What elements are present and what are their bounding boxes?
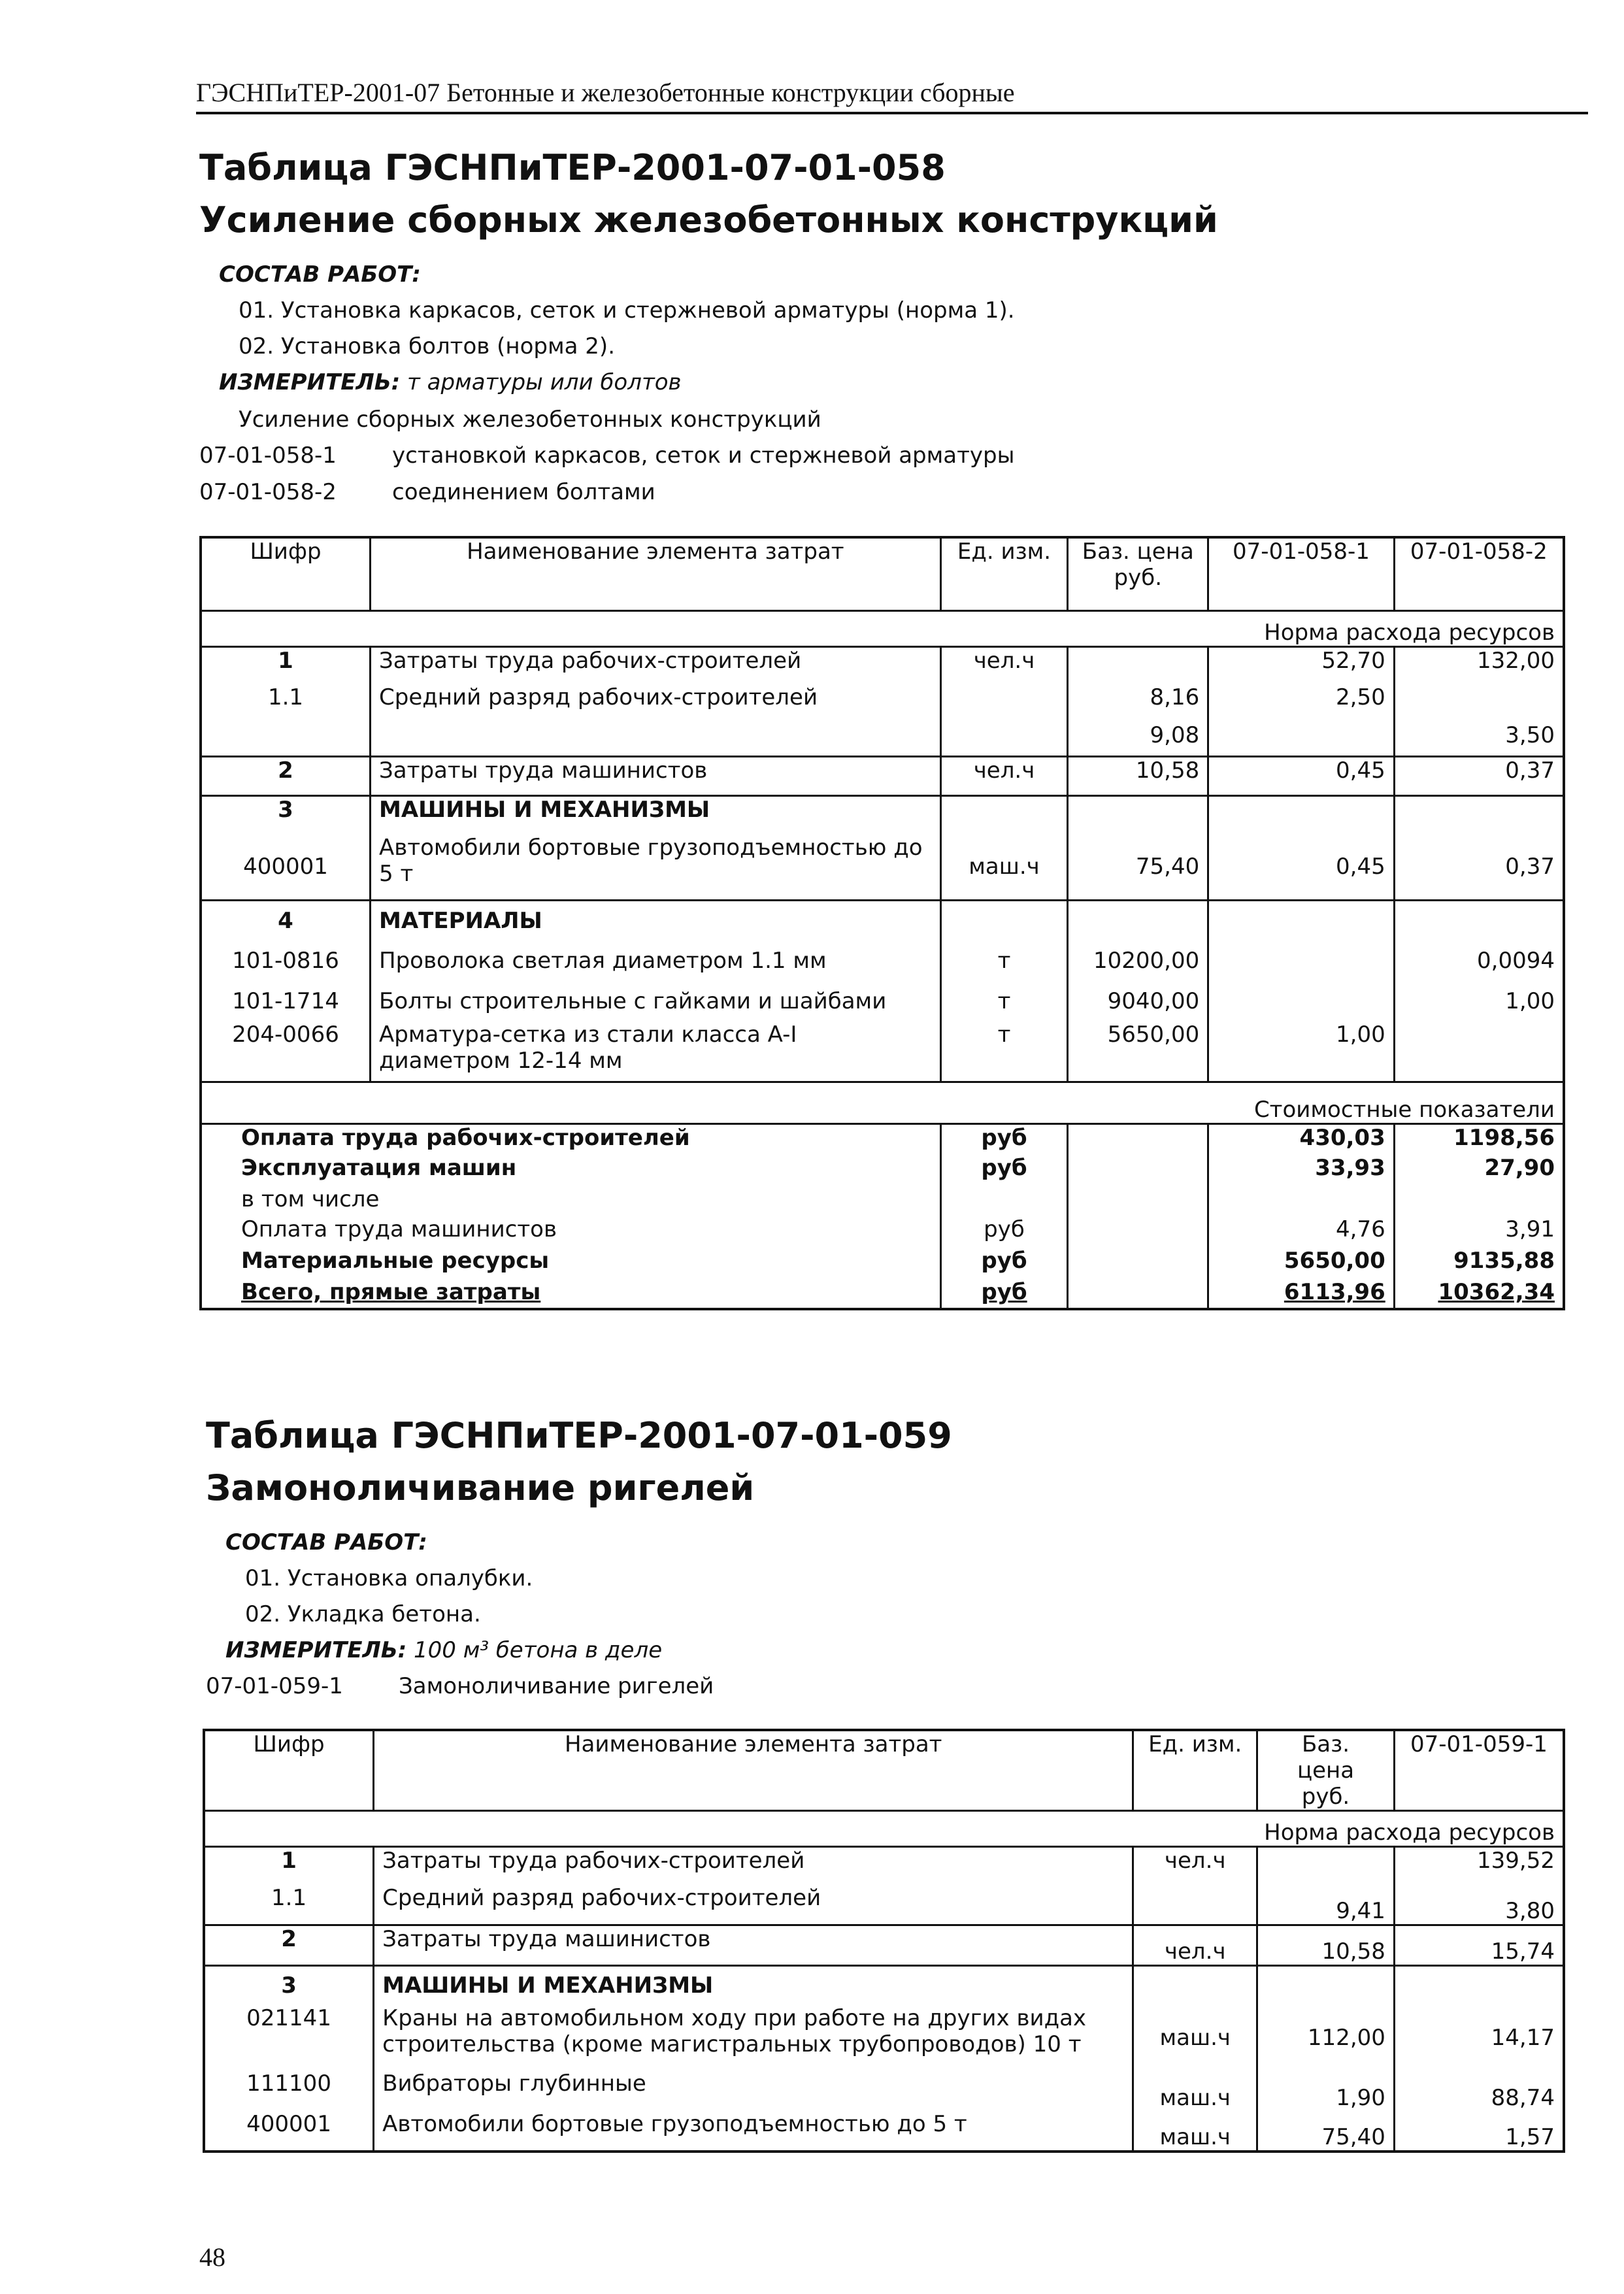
table-row: 101-0816 Проволока светлая диаметром 1.1 мм т 10200,00 0,0094 xyxy=(201,940,1564,981)
table-058-subtitle: Усиление сборных железобетонных конструкций xyxy=(199,199,1218,241)
table-059-izm-value: 100 м³ бетона в деле xyxy=(414,1637,663,1663)
table-058 xyxy=(199,536,1565,1310)
col-header-code: Шифр xyxy=(204,1730,374,1811)
table-row: 400001 Автомобили бортовые грузоподъемностью до 5 т маш.ч 75,40 1,57 xyxy=(204,2111,1564,2152)
table-058-work-2: 02. Установка болтов (норма 2). xyxy=(239,333,616,359)
table-row: 2 Затраты труда машинистов чел.ч 10,58 0,45 0,37 xyxy=(201,756,1564,795)
table-row: 1.1 Средний разряд рабочих-строителей 8,16 2,50 xyxy=(201,684,1564,722)
col-header-name: Наименование элемента затрат xyxy=(371,537,941,610)
table-row: 1 Затраты труда рабочих-строителей чел.ч 52,70 132,00 xyxy=(201,646,1564,684)
table-059-subtitle: Замоноличивание ригелей xyxy=(206,1467,755,1508)
cost-row: Оплата труда машинистов руб 4,76 3,91 xyxy=(201,1216,1564,1248)
table-row: 2 Затраты труда машинистов чел.ч 10,58 15,74 xyxy=(204,1925,1564,1966)
col-header-code: Шифр xyxy=(201,537,371,610)
norma-label: Норма расхода ресурсов xyxy=(1264,619,1555,646)
table-058-group-name: Усиление сборных железобетонных конструкций xyxy=(239,407,821,433)
col-header-price: Баз. цена руб. xyxy=(1257,1730,1395,1811)
table-059-sostav-label: СОСТАВ РАБОТ: xyxy=(225,1529,427,1555)
running-header: ГЭСНПиТЕР-2001-07 Бетонные и железобетонные конструкции сборные xyxy=(196,77,1588,114)
table-058-izm-label: ИЗМЕРИТЕЛЬ: xyxy=(219,369,401,395)
table-058-code-2: 07-01-058-2 xyxy=(199,479,337,505)
cost-row: в том числе xyxy=(201,1186,1564,1216)
table-059-code-1-desc: Замоноличивание ригелей xyxy=(399,1673,714,1699)
table-row: 4 МАТЕРИАЛЫ xyxy=(201,900,1564,940)
table-059-work-1: 01. Установка опалубки. xyxy=(245,1565,533,1591)
table-058-title: Таблица ГЭСНПиТЕР-2001-07-01-058 xyxy=(199,147,946,188)
table-row: 111100 Вибраторы глубинные маш.ч 1,90 88,74 xyxy=(204,2070,1564,2111)
col-header-059-1: 07-01-059-1 xyxy=(1410,1731,1548,1757)
table-058-code-2-desc: соединением болтами xyxy=(392,479,655,505)
table-058-izm-value: т арматуры или болтов xyxy=(407,369,682,395)
cost-row: Эксплуатация машин руб 33,93 27,90 xyxy=(201,1155,1564,1186)
cost-row: Всего, прямые затраты руб 6113,96 10362,34 xyxy=(201,1279,1564,1309)
cost-row: Материальные ресурсы руб 5650,00 9135,88 xyxy=(201,1248,1564,1279)
page-number: 48 xyxy=(199,2242,225,2272)
table-row: 101-1714 Болты строительные с гайками и шайбами т 9040,00 1,00 xyxy=(201,981,1564,1022)
cost-row: Оплата труда рабочих-строителей руб 430,03 1198,56 xyxy=(201,1123,1564,1155)
table-row: 9,08 3,50 xyxy=(201,722,1564,756)
col-header-price: Баз. цена руб. xyxy=(1068,537,1208,610)
table-row: 1.1 Средний разряд рабочих-строителей 9,41 3,80 xyxy=(204,1885,1564,1925)
table-row: 021141 Краны на автомобильном ходу при работе на других видах строительства (кроме магистральных трубопроводов) 10 т маш.ч 112,00 14,17 xyxy=(204,2005,1564,2070)
col-header-unit: Ед. изм. xyxy=(1133,1730,1257,1811)
table-058-code-1: 07-01-058-1 xyxy=(199,442,337,469)
table-059-work-2: 02. Укладка бетона. xyxy=(245,1601,481,1627)
table-059-header-row xyxy=(204,1730,1564,1811)
col-header-name: Наименование элемента затрат xyxy=(374,1730,1133,1811)
table-059 xyxy=(203,1729,1565,2153)
col-header-058-2: 07-01-058-2 xyxy=(1410,539,1548,565)
table-059-title: Таблица ГЭСНПиТЕР-2001-07-01-059 xyxy=(206,1415,952,1456)
table-row: 1 Затраты труда рабочих-строителей чел.ч 139,52 xyxy=(204,1847,1564,1885)
cost-label: Стоимостные показатели xyxy=(1253,1096,1555,1123)
col-header-058-1: 07-01-058-1 xyxy=(1208,537,1395,610)
table-row: 3 МАШИНЫ И МЕХАНИЗМЫ xyxy=(201,795,1564,835)
norma-label: Норма расхода ресурсов xyxy=(1264,1820,1555,1846)
table-058-sostav-label: СОСТАВ РАБОТ: xyxy=(219,261,421,288)
table-058-header-row xyxy=(201,537,1564,610)
table-row: 204-0066 Арматура-сетка из стали класса A-I диаметром 12-14 мм т 5650,00 1,00 xyxy=(201,1022,1564,1082)
table-row: 400001 Автомобили бортовые грузоподъемностью до 5 т маш.ч 75,40 0,45 0,37 xyxy=(201,835,1564,900)
table-058-work-1: 01. Установка каркасов, сеток и стержневой арматуры (норма 1). xyxy=(239,297,1015,324)
table-058-code-1-desc: установкой каркасов, сеток и стержневой арматуры xyxy=(392,442,1015,469)
col-header-unit: Ед. изм. xyxy=(940,537,1068,610)
table-059-code-1: 07-01-059-1 xyxy=(206,1673,343,1699)
table-059-izm-label: ИЗМЕРИТЕЛЬ: xyxy=(225,1637,407,1663)
table-row: 3 МАШИНЫ И МЕХАНИЗМЫ xyxy=(204,1966,1564,2005)
